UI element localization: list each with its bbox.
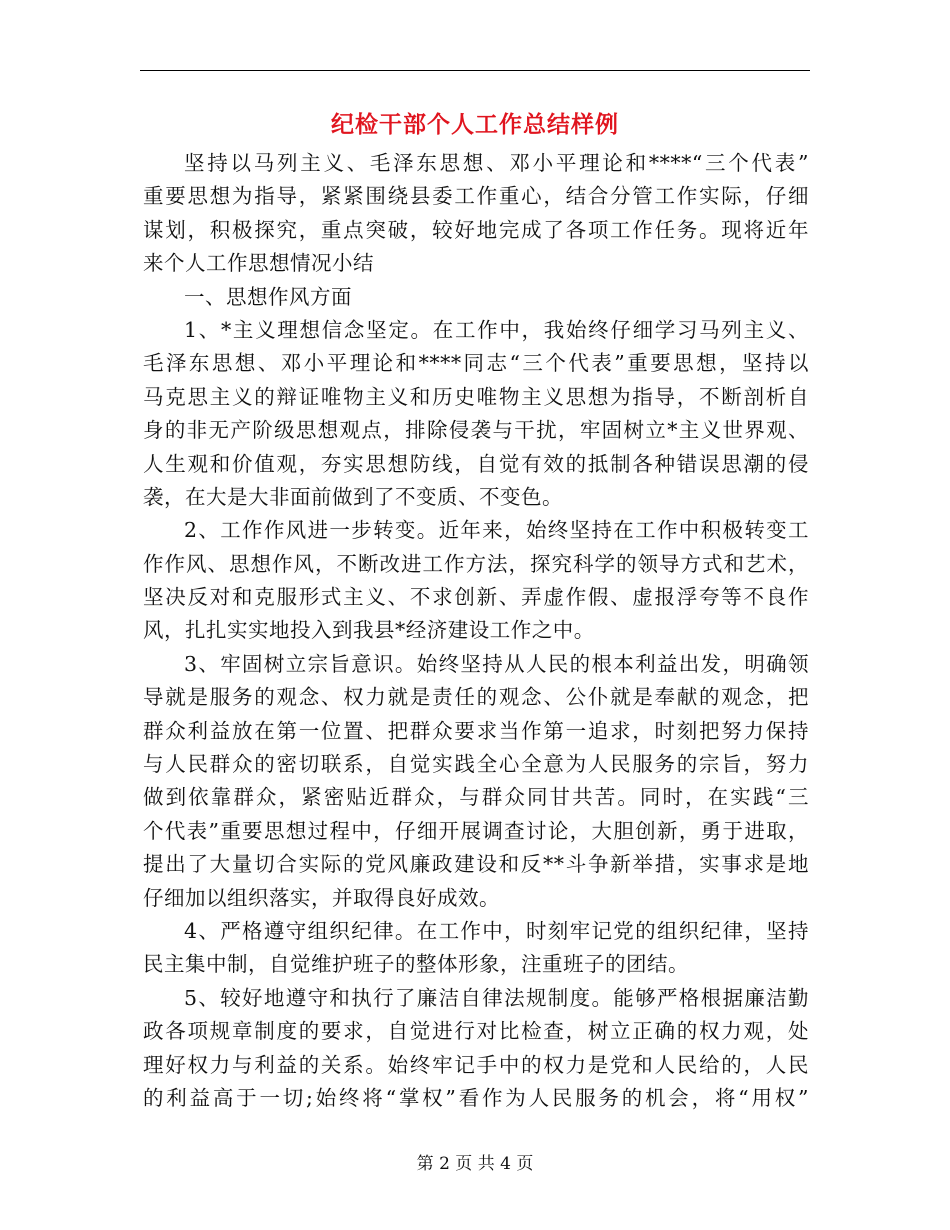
paragraph-line: 马克思主义的辩证唯物主义和历史唯物主义思想为指导，不断剖析自 [143,384,809,409]
page-number-footer: 第 2 页 共 4 页 [416,1154,534,1174]
paragraph-line: 与人民群众的密切联系，自觉实践全心全意为人民服务的宗旨，努力 [143,752,809,777]
paragraph-line: 3、牢固树立宗旨意识。始终坚持从人民的根本利益出发，明确领 [184,651,809,676]
paragraph-line: 提出了大量切合实际的党风廉政建设和反**斗争新举措，实事求是地 [143,852,809,877]
document-body [143,147,809,1115]
paragraph-line: 身的非无产阶级思想观点，排除侵袭与干扰，牢固树立*主义世界观、 [143,418,809,443]
section-heading: 一、思想作风方面 [184,284,352,309]
paragraph-line: 袭，在大是大非面前做到了不变质、不变色。 [143,484,563,509]
paragraph-line: 作作风、思想作风，不断改进工作方法，探究科学的领导方式和艺术， [143,551,809,576]
paragraph-line: 民主集中制，自觉维护班子的整体形象，注重班子的团结。 [143,952,689,977]
paragraph-line: 群众利益放在第一位置、把群众要求当作第一追求，时刻把努力保持 [143,718,809,743]
paragraph-line: 导就是服务的观念、权力就是责任的观念、公仆就是奉献的观念，把 [143,685,809,710]
paragraph-line: 人生观和价值观，夯实思想防线，自觉有效的抵制各种错误思潮的侵 [143,451,809,476]
paragraph-line: 2、工作作风进一步转变。近年来，始终坚持在工作中积极转变工 [184,518,809,543]
paragraph-line: 的利益高于一切;始终将“掌权”看作为人民服务的机会，将“用权” [143,1085,809,1110]
paragraph-line: 个代表”重要思想过程中，仔细开展调查讨论，大胆创新，勇于进取， [143,818,809,843]
document-title: 纪检干部个人工作总结样例 [331,111,619,138]
paragraph-line: 坚决反对和克服形式主义、不求创新、弄虚作假、虚报浮夸等不良作 [143,585,809,610]
header-rule [140,70,810,71]
paragraph-line: 1、*主义理想信念坚定。在工作中，我始终仔细学习马列主义、 [184,317,809,342]
paragraph-line: 仔细加以组织落实，并取得良好成效。 [143,885,500,910]
paragraph-line: 坚持以马列主义、毛泽东思想、邓小平理论和****“三个代表” [184,151,809,175]
paragraph-line: 4、严格遵守组织纪律。在工作中，时刻牢记党的组织纪律，坚持 [184,918,809,943]
paragraph-line: 理好权力与利益的关系。始终牢记手中的权力是党和人民给的，人民 [143,1052,809,1077]
paragraph-line: 谋划，积极探究，重点突破，较好地完成了各项工作任务。现将近年 [143,217,809,242]
paragraph-line: 来个人工作思想情况小结 [143,251,374,276]
paragraph-line: 毛泽东思想、邓小平理论和****同志“三个代表”重要思想，坚持以 [143,351,809,376]
paragraph-line: 5、较好地遵守和执行了廉洁自律法规制度。能够严格根据廉洁勤 [184,985,809,1010]
paragraph-line: 政各项规章制度的要求，自觉进行对比检查，树立正确的权力观，处 [143,1019,809,1044]
paragraph-line: 风，扎扎实实地投入到我县*经济建设工作之中。 [143,618,595,643]
paragraph-line: 重要思想为指导，紧紧围绕县委工作重心，结合分管工作实际，仔细 [143,184,809,209]
paragraph-line: 做到依靠群众，紧密贴近群众，与群众同甘共苦。同时，在实践“三 [143,785,809,810]
